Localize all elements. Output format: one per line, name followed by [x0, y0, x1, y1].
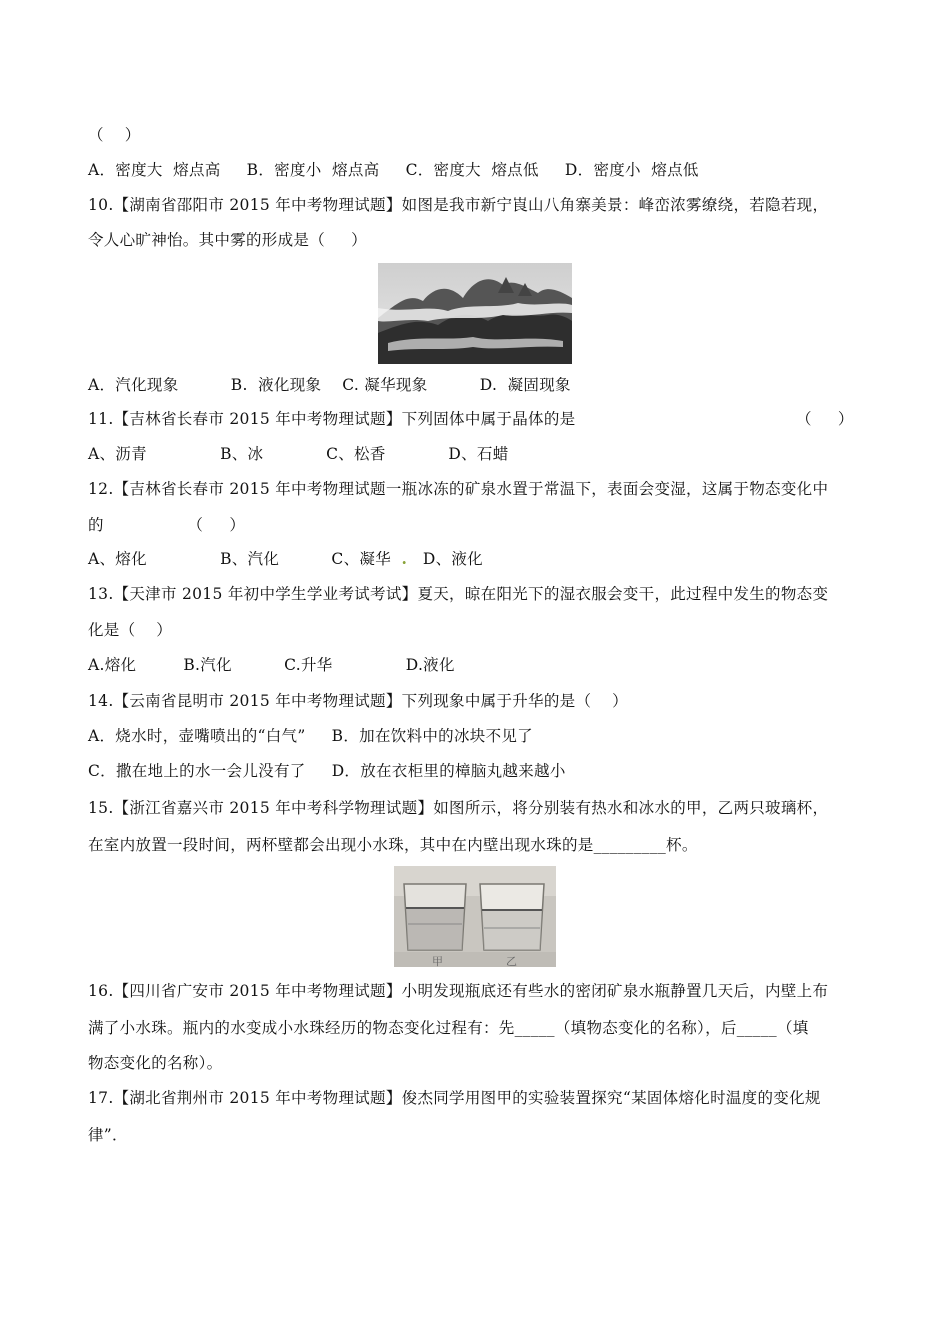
q12-stem-line2: 的 （ ） [88, 516, 246, 534]
q11-answer-paren: （ ） [796, 410, 854, 428]
q14-options-ab: A．烧水时，壶嘴喷出的“白气” B．加在饮料中的冰块不见了 [88, 727, 533, 745]
q9-answer-paren: （ ） [88, 126, 141, 144]
q15-stem-line1: 15.【浙江省嘉兴市 2015 年中考科学物理试题】如图所示，将分别装有热水和冰水的甲，乙两只玻璃杯， [88, 799, 829, 817]
q16-stem-line1: 16.【四川省广安市 2015 年中考物理试题】小明发现瓶底还有些水的密闭矿泉水瓶静置几天后，内壁上布 [88, 982, 829, 1000]
q11-options: A、沥青 B、冰 C、松香 D、石蜡 [88, 445, 509, 463]
label-yi: 乙 [506, 955, 517, 967]
q10-stem-line1: 10.【湖南省邵阳市 2015 年中考物理试题】如图是我市新宁崀山八角寨美景：峰峦浓雾缭绕，若隐若现， [88, 196, 829, 214]
q17-stem-line2: 律”． [88, 1126, 128, 1144]
q12-stem-line1: 12.【吉林省长春市 2015 年中考物理试题一瓶冰冻的矿泉水置于常温下，表面会变湿，这属于物态变化中 [88, 480, 829, 498]
glass-yi [480, 884, 544, 950]
q11-stem: 11.【吉林省长春市 2015 年中考物理试题】下列固体中属于晶体的是 [88, 410, 576, 428]
q12-options [88, 548, 483, 570]
label-jia: 甲 [432, 955, 443, 967]
q13-stem-line2: 化是（ ） [88, 621, 173, 639]
q12-options-a: A、熔化 B、汽化 C、凝华 [88, 550, 402, 568]
glass-jia [404, 884, 466, 950]
q12-options-b: D、液化 [407, 550, 483, 568]
q14-options-cd: C．撒在地上的水一会儿没有了 D．放在衣柜里的樟脑丸越来越小 [88, 762, 566, 780]
q13-stem-line1: 13.【天津市 2015 年初中学生学业考试考试】夏天，晾在阳光下的湿衣服会变干，此过程中发生的物态变 [88, 585, 829, 603]
q10-options: A．汽化现象 B. 液化现象 C. 凝华现象 D. 凝固现象 [88, 376, 571, 394]
q15-stem-line2: 在室内放置一段时间，两杯壁都会出现小水珠，其中在内壁出现水珠的是_________杯。 [88, 836, 698, 854]
mountain-fog-image [378, 263, 572, 364]
q16-stem-line3: 物态变化的名称）。 [88, 1054, 223, 1072]
q14-stem: 14.【云南省昆明市 2015 年中考物理试题】下列现象中属于升华的是（ ） [88, 692, 628, 710]
q13-options: A.熔化 B.汽化 C.升华 D.液化 [88, 656, 455, 674]
two-glasses-image [394, 866, 556, 967]
q9-options: A．密度大 熔点高 B．密度小 熔点高 C．密度大 熔点低 D．密度小 熔点低 [88, 161, 699, 179]
q10-stem-line2: 令人心旷神怡。其中雾的形成是（ ） [88, 231, 367, 249]
q17-stem-line1: 17.【湖北省荆州市 2015 年中考物理试题】俊杰同学用图甲的实验装置探究“某固体熔化时温度的变化规 [88, 1089, 821, 1107]
q16-stem-line2: 满了小水珠。瓶内的水变成小水珠经历的物态变化过程有：先_____（填物态变化的名称），后_____（填 [88, 1019, 809, 1037]
q12-options-dot: . [401, 549, 408, 568]
